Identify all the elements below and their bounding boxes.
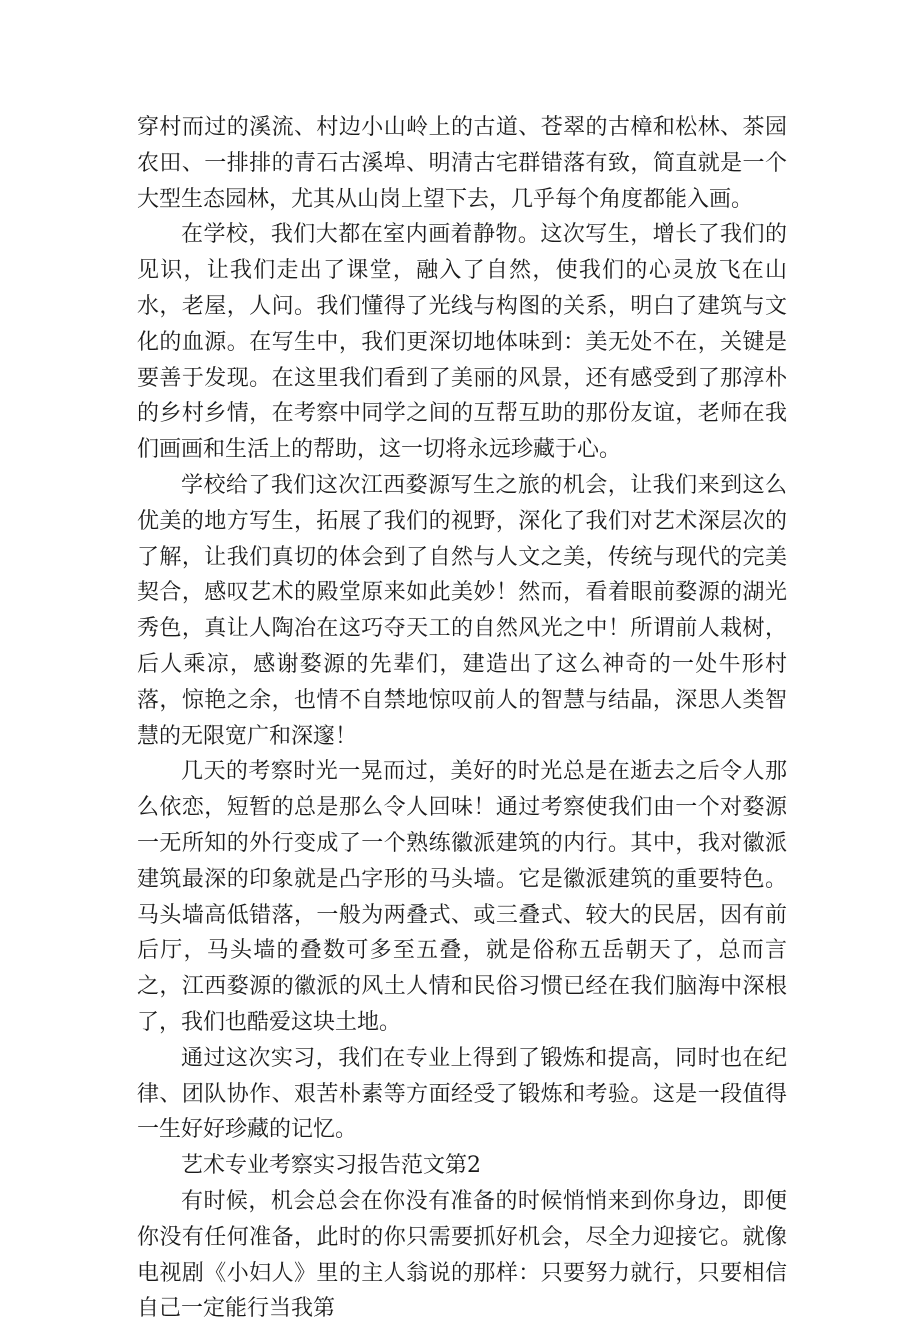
paragraph-wuyuan-trip: 学校给了我们这次江西婺源写生之旅的机会，让我们来到这么优美的地方写生，拓展了我们的视野，深化了我们对艺术深层次的了解，让我们真切的体会到了自然与人文之美，传统与现代的完美契合，感叹艺术的殿堂原来如此美妙！然而，看着眼前婺源的湖光秀色，真让人陶冶在这巧夺天工的自然风光之中！所谓前人栽树，后人乘凉，感谢婺源的先辈们，建造出了这么神奇的一处牛形村落，惊艳之余，也情不自禁地惊叹前人的智慧与结晶，深思人类智慧的无限宽广和深邃！ [137, 472, 787, 749]
document-body [137, 110, 787, 1327]
paragraph-continued: 穿村而过的溪流、村边小山岭上的古道、苍翠的古樟和松林、茶园农田、一排排的青石古溪埠、明清古宅群错落有致，简直就是一个大型生态园林，尤其从山岗上望下去，几乎每个角度都能入画。 [137, 115, 787, 212]
paragraph-opportunity: 有时候，机会总会在你没有准备的时候悄悄来到你身边，即便你没有任何准备，此时的你只需要抓好机会，尽全力迎接它。就像电视剧《小妇人》里的主人翁说的那样：只要努力就行，只要相信自己一定能行当我第 [137, 1188, 787, 1322]
paragraph-conclusion: 通过这次实习，我们在专业上得到了锻炼和提高，同时也在纪律、团队协作、艰苦朴素等方面经受了锻炼和考验。这是一段值得一生好好珍藏的记忆。 [137, 1045, 787, 1143]
section-heading: 艺术专业考察实习报告范文第2 [181, 1153, 481, 1179]
paragraph-huizhou-architecture: 几天的考察时光一晃而过，美好的时光总是在逝去之后令人那么依恋，短暂的总是那么令人回味！通过考察使我们由一个对婺源一无所知的外行变成了一个熟练徽派建筑的内行。其中，我对徽派建筑最深的印象就是凸字形的马头墙。它是徽派建筑的重要特色。马头墙高低错落，一般为两叠式、或三叠式、较大的民居，因有前后厅，马头墙的叠数可多至五叠，就是俗称五岳朝天了，总而言之，江西婺源的徽派的风土人情和民俗习惯已经在我们脑海中深根了，我们也酷爱这块土地。 [137, 759, 787, 1035]
paragraph-school-sketching: 在学校，我们大都在室内画着静物。这次写生，增长了我们的见识，让我们走出了课堂，融入了自然，使我们的心灵放飞在山水，老屋，人问。我们懂得了光线与构图的关系，明白了建筑与文化的血源。在写生中，我们更深切地体味到：美无处不在，关键是要善于发现。在这里我们看到了美丽的风景，还有感受到了那淳朴的乡村乡情，在考察中同学之间的互帮互助的那份友谊，老师在我们画画和生活上的帮助，这一切将永远珍藏于心。 [137, 222, 787, 463]
